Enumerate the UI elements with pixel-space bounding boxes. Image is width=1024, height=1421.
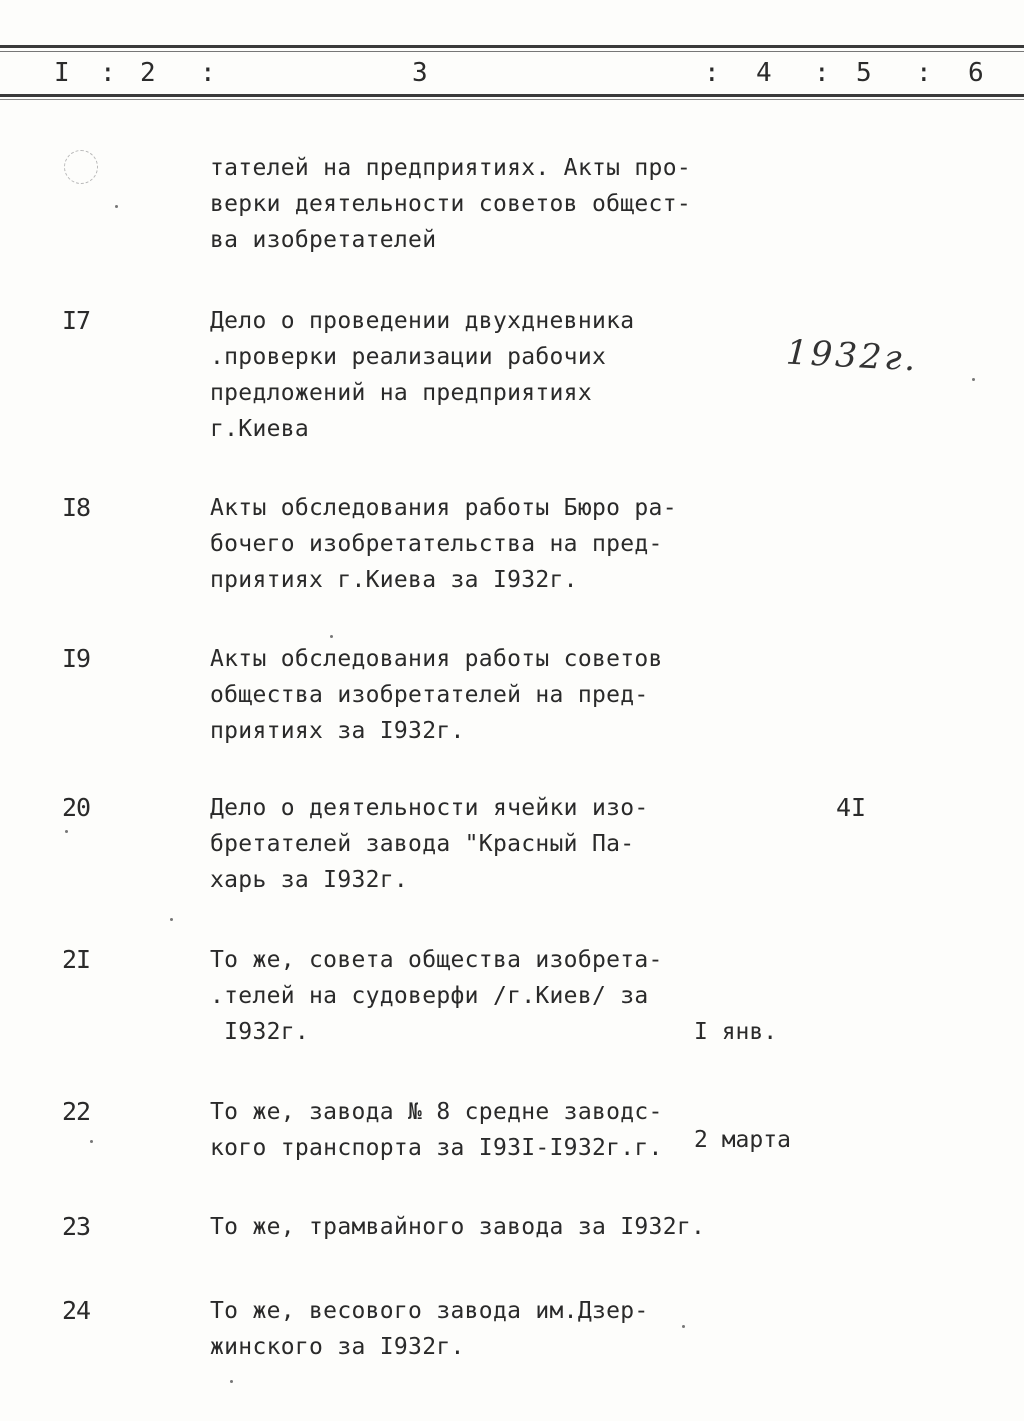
header-col5: 5 — [856, 58, 872, 88]
entry-number: I8 — [62, 493, 91, 522]
entry-line: То же, трамвайного завода за I932г. — [210, 1214, 706, 1240]
entry-text — [210, 490, 730, 598]
entry-line: г.Киева — [210, 416, 310, 442]
entry-line: приятиях за I932г. — [210, 718, 465, 744]
scan-speck — [65, 830, 68, 833]
entry-line: .телей на судоверфи /г.Киев/ за — [210, 983, 649, 1009]
header-col3: 3 — [412, 58, 428, 88]
header-separator: : — [916, 58, 932, 88]
entry-text — [210, 942, 730, 1050]
entry-number: I9 — [62, 644, 91, 673]
header-col1: I — [54, 58, 70, 88]
scan-speck — [330, 635, 333, 638]
entry-line: То же, совета общества изобрета- — [210, 947, 663, 973]
entry-line: I932г. — [210, 1019, 310, 1045]
entry-text — [210, 150, 730, 258]
entry-number: I7 — [62, 306, 91, 335]
header-col4: 4 — [756, 58, 772, 88]
header-separator: : — [704, 58, 720, 88]
entry-text — [210, 790, 730, 898]
header-top-rule-thin — [0, 51, 1024, 52]
entry-number: 22 — [62, 1097, 91, 1126]
entry-line: Дело о проведении двухдневника — [210, 308, 635, 334]
entry-line: тателей на предприятиях. Акты про- — [210, 155, 692, 181]
entry-line: бретателей завода "Красный Па- — [210, 831, 635, 857]
sheet-count: 4I — [836, 793, 867, 822]
entry-line: Акты обследования работы Бюро ра- — [210, 495, 677, 521]
scan-speck — [972, 378, 975, 381]
entry-number: 20 — [62, 793, 91, 822]
scan-speck — [170, 918, 173, 921]
header-separator: : — [814, 58, 830, 88]
handwritten-date: 1932г. — [785, 332, 920, 380]
date-start: I янв. — [694, 1019, 778, 1045]
entry-number: 23 — [62, 1212, 91, 1241]
header-top-rule — [0, 45, 1024, 48]
entry-line: жинского за I932г. — [210, 1334, 465, 1360]
entry-line: Дело о деятельности ячейки изо- — [210, 795, 649, 821]
date-end: 2 марта — [694, 1127, 791, 1153]
scan-speck — [115, 205, 118, 208]
header-separator: : — [200, 58, 216, 88]
scan-speck — [90, 1140, 93, 1143]
entry-line: Акты обследования работы советов — [210, 646, 663, 672]
entry-line: .проверки реализации рабочих — [210, 344, 607, 370]
entry-line: общества изобретателей на пред- — [210, 682, 649, 708]
entry-number: 2I — [62, 945, 91, 974]
entry-line: предложений на предприятиях — [210, 380, 592, 406]
entry-line: харь за I932г. — [210, 867, 409, 893]
entry-number: 24 — [62, 1296, 91, 1325]
entry-line: То же, весового завода им.Дзер- — [210, 1298, 649, 1324]
header-separator: : — [100, 58, 116, 88]
entry-line: ва изобретателей — [210, 227, 437, 253]
scan-speck — [230, 1380, 233, 1383]
header-bottom-rule-thin — [0, 99, 1024, 100]
scan-speck — [682, 1325, 685, 1328]
header-col2: 2 — [140, 58, 156, 88]
entry-line: То же, завода № 8 средне заводс- — [210, 1099, 663, 1125]
entry-line: кого транспорта за I93I-I932г.г. — [210, 1135, 663, 1161]
entry-line: бочего изобретательства на пред- — [210, 531, 663, 557]
punch-hole-mark — [64, 150, 98, 184]
header-bottom-rule — [0, 94, 1024, 97]
entry-text — [210, 1209, 730, 1245]
entry-text — [210, 1293, 730, 1365]
header-col6: 6 — [968, 58, 984, 88]
entry-line: верки деятельности советов общест- — [210, 191, 692, 217]
entry-text — [210, 641, 730, 749]
entry-text — [210, 303, 730, 447]
entry-text — [210, 1094, 730, 1166]
entry-date-range — [694, 942, 791, 1230]
entry-line: приятиях г.Киева за I932г. — [210, 567, 578, 593]
